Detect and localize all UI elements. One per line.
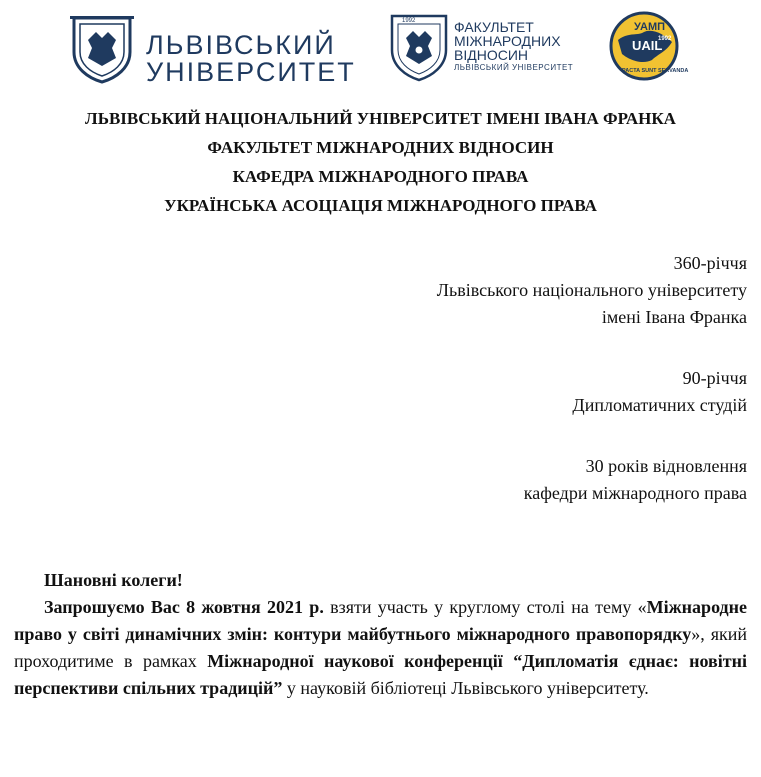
university-name-line1: ЛЬВІВСЬКИЙ [146,30,336,60]
university-crest-icon [66,12,138,84]
anniversary-line: імені Івана Франка [601,307,747,327]
heading-university: ЛЬВІВСЬКИЙ НАЦІОНАЛЬНИЙ УНІВЕРСИТЕТ ІМЕНІ ІВАНА ФРАНКА [85,109,676,128]
faculty-logo [388,12,578,84]
faculty-name [454,20,573,74]
invitation-letter [14,567,747,702]
invitation-text: у науковій бібліотеці Львівського університету. [282,678,649,698]
university-logo [66,12,356,87]
invitation-date: Запрошуємо Вас 8 жовтня 2021 р. [44,597,324,617]
invitation-text: », який проходитиме в рамках [14,624,747,671]
invitation-paragraph [14,594,747,702]
anniversary-department [247,453,747,507]
faculty-name-line2: МІЖНАРОДНИХ [454,33,561,49]
heading-faculty: ФАКУЛЬТЕТ МІЖНАРОДНИХ ВІДНОСИН [207,138,554,157]
invitation-text: взяти участь у круглому столі на тему « [323,597,647,617]
roundtable-topic: Міжнародне право у світі динамічних змін: контури майбутнього міжнародного правопорядку [14,597,748,644]
anniversary-diplomatic-studies [247,365,747,419]
faculty-name-line1: ФАКУЛЬТЕТ [454,19,534,35]
university-name [146,32,356,86]
anniversary-line: 90-річчя [682,368,747,388]
anniversary-university [247,250,747,331]
anniversary-line: кафедри міжнародного права [523,483,747,503]
heading-department: КАФЕДРА МІЖНАРОДНОГО ПРАВА [232,167,529,186]
logo-row [0,0,761,95]
faculty-crest-icon [388,12,450,84]
faculty-year: 1992 [402,18,416,24]
uail-line1: УАМП [634,21,666,33]
uail-emblem-icon [608,10,689,82]
uail-year: 1992 [658,36,672,42]
uail-line2: UAIL [632,38,663,53]
conference-title: Міжнародної наукової конференції “Дипломатія єднає: новітні перспективи спільних традицій” [14,651,747,698]
uail-logo [608,10,689,82]
anniversary-line: 360-річчя [673,253,747,273]
anniversary-line: 30 років відновлення [585,456,747,476]
faculty-name-line3: ВІДНОСИН [454,47,528,63]
faculty-name-sub: ЛЬВІВСЬКИЙ УНІВЕРСИТЕТ [454,63,574,72]
anniversary-line: Львівського національного університету [436,280,747,300]
uail-motto: PACTA SUNT SERVANDA [622,68,689,74]
university-name-line2: УНІВЕРСИТЕТ [146,57,356,87]
institution-headings [0,104,761,220]
greeting: Шановні колеги! [44,570,183,590]
anniversary-line: Дипломатичних студій [572,395,747,415]
heading-association: УКРАЇНСЬКА АСОЦІАЦІЯ МІЖНАРОДНОГО ПРАВА [164,196,597,215]
